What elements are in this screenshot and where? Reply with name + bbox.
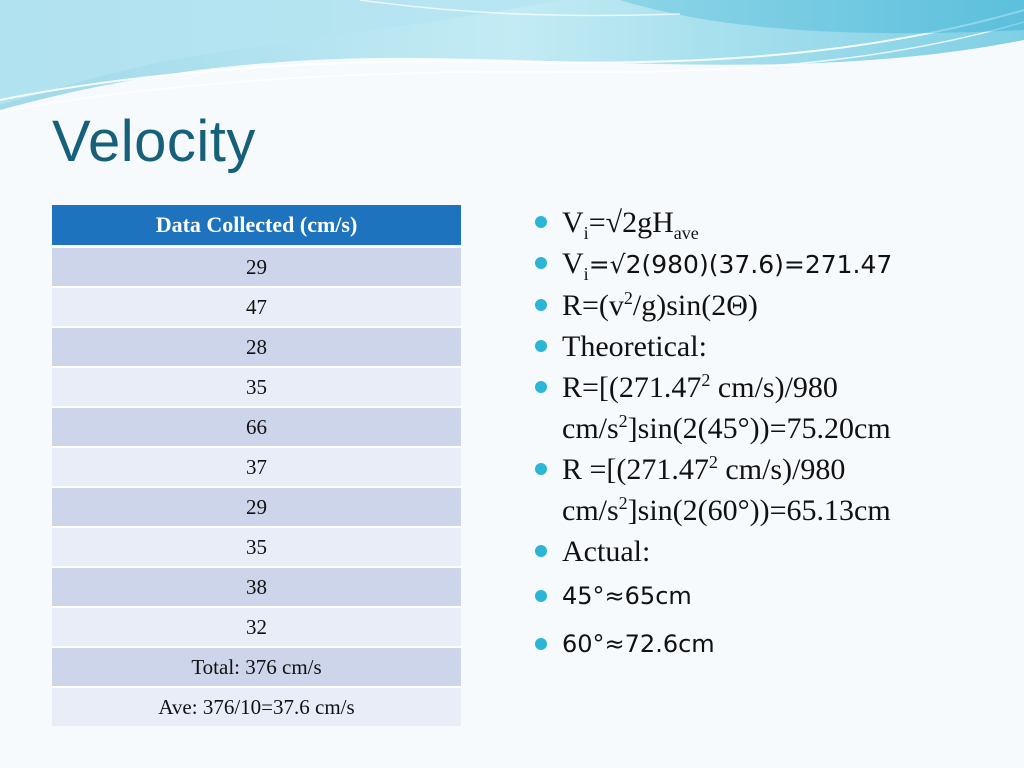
velocity-data-table [52, 205, 461, 726]
bullet-actual-label: Actual: [532, 531, 1012, 572]
table-row [52, 327, 461, 367]
bullet-theoretical-label: Theoretical: [532, 326, 1012, 367]
bullet-actual-60: 60°≈72.6cm [532, 620, 1012, 668]
table-row [52, 407, 461, 447]
bullet-actual-45: 45°≈65cm [532, 572, 1012, 620]
table-cell: 28 [52, 327, 461, 367]
table-total-row [52, 647, 461, 687]
header-wave-decoration [0, 0, 1024, 120]
table-average-cell: Ave: 376/10=37.6 cm/s [52, 687, 461, 726]
table-row [52, 287, 461, 327]
table-cell: 29 [52, 247, 461, 288]
bullet-dot-icon [535, 299, 547, 311]
bullet-dot-icon [535, 257, 547, 269]
table-cell: 32 [52, 607, 461, 647]
table-header: Data Collected (cm/s) [52, 205, 461, 247]
table-row [52, 567, 461, 607]
table-cell: 35 [52, 367, 461, 407]
table-total-cell: Total: 376 cm/s [52, 647, 461, 687]
bullet-dot-icon [535, 638, 547, 650]
bullet-list [532, 202, 1012, 668]
table-row [52, 487, 461, 527]
slide-title: Velocity [52, 109, 256, 174]
table-cell: 35 [52, 527, 461, 567]
bullet-range-formula: $R=(v^2/g)\sin(2\Theta)$ [532, 285, 1012, 326]
table-cell: 37 [52, 447, 461, 487]
table-cell: 38 [52, 567, 461, 607]
bullet-dot-icon [535, 590, 547, 602]
table-row [52, 607, 461, 647]
table-row [52, 447, 461, 487]
bullet-dot-icon [535, 463, 547, 475]
bullet-theoretical-45: $R=[(271.47^2$ cm/s)/980 $cm/s^2]\sin(2(45^\circ))=75.20cm$ [532, 367, 1012, 449]
table-cell: 47 [52, 287, 461, 327]
bullet-velocity-calculation: $V_i=√2(980)(37.6)=271.47$ [532, 243, 1012, 285]
bullet-velocity-formula: $V_i=√2gH_{ave}$ [532, 202, 1012, 243]
bullet-dot-icon [535, 340, 547, 352]
table-row [52, 367, 461, 407]
table-row [52, 247, 461, 288]
bullet-dot-icon [535, 545, 547, 557]
table-average-row [52, 687, 461, 726]
table-row [52, 527, 461, 567]
bullet-dot-icon [535, 381, 547, 393]
bullet-dot-icon [535, 216, 547, 228]
bullet-theoretical-60: $R =[(271.47^2$ cm/s)/980 $cm/s^2]\sin(2(60^\circ))=65.13cm$ [532, 449, 1012, 531]
table-cell: 66 [52, 407, 461, 447]
table-cell: 29 [52, 487, 461, 527]
